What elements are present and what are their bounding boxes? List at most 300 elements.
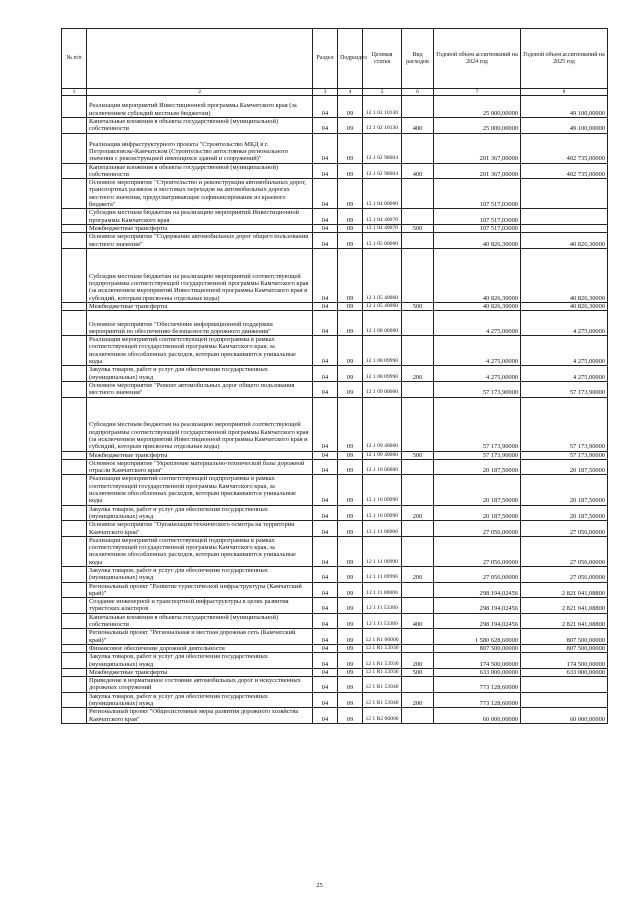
row-amount-2025: 40 826,30000	[521, 248, 608, 302]
row-expense-type: 200	[402, 653, 434, 669]
row-subsection: 09	[338, 233, 363, 249]
row-expense-type: 400	[402, 118, 434, 134]
row-amount-2025	[521, 677, 608, 693]
row-number	[62, 692, 87, 708]
row-amount-2025: 4 275,00000	[521, 336, 608, 366]
row-number	[62, 397, 87, 451]
row-target-article: 12 1 09 40060	[363, 451, 402, 459]
table-row	[62, 668, 608, 676]
row-amount-2024: 107 517,03000	[434, 224, 521, 232]
header-amount-2025: Годовой объем ассигнований на 2025 год	[521, 29, 608, 89]
row-expense-type	[402, 677, 434, 693]
row-number	[62, 521, 87, 537]
table-row	[62, 381, 608, 397]
row-amount-2025: 20 187,50000	[521, 505, 608, 521]
row-amount-2024: 298 194,02456	[434, 582, 521, 598]
table-row	[62, 629, 608, 645]
row-amount-2025: 4 275,00000	[521, 311, 608, 336]
row-number	[62, 163, 87, 179]
row-expense-type	[402, 708, 434, 724]
table-row	[62, 451, 608, 459]
row-subsection: 09	[338, 366, 363, 382]
row-section: 04	[313, 233, 338, 249]
table-row	[62, 505, 608, 521]
row-amount-2025: 633 000,00000	[521, 668, 608, 676]
column-number: 8	[521, 89, 608, 96]
row-expense-type: 500	[402, 668, 434, 676]
row-amount-2024: 57 173,90000	[434, 451, 521, 459]
row-name: Региональный проект "Общесистемные меры развития дорожного хозяйства Камчатского края"	[87, 708, 313, 724]
row-expense-type	[402, 397, 434, 451]
row-amount-2025: 807 500,00000	[521, 629, 608, 645]
row-name: Основное мероприятие "Ремонт автомобильных дорог общего пользования местного значения"	[87, 381, 313, 397]
row-target-article: 12 1 05 00000	[363, 233, 402, 249]
row-expense-type: 400	[402, 613, 434, 629]
row-number	[62, 582, 87, 598]
row-number	[62, 451, 87, 459]
row-expense-type: 200	[402, 366, 434, 382]
row-name: Основное мероприятие "Содержание автомобильных дорог общего пользования местного значения"	[87, 233, 313, 249]
row-amount-2025: 49 100,00000	[521, 118, 608, 134]
row-name: Реализация инфраструктурного проекта "Строительство МКД в г. Петропавловске-Камчатском (Строительство автостоянки регионального значения с реконструкцией имеющихся зданий и сооружений)"	[87, 133, 313, 163]
row-amount-2024: 20 187,50000	[434, 505, 521, 521]
row-amount-2024: 20 187,50000	[434, 475, 521, 505]
row-target-article: 12 1 09 00000	[363, 381, 402, 397]
row-target-article: 12 1 02 10130	[363, 118, 402, 134]
row-expense-type: 200	[402, 692, 434, 708]
row-number	[62, 613, 87, 629]
row-section: 04	[313, 459, 338, 475]
row-amount-2025: 2 821 041,08800	[521, 598, 608, 614]
budget-table-sheet	[61, 28, 607, 724]
row-subsection: 09	[338, 708, 363, 724]
row-number	[62, 475, 87, 505]
row-name: Закупка товаров, работ и услуг для обеспечения государственных (муниципальных) нужд	[87, 566, 313, 582]
row-section: 04	[313, 668, 338, 676]
row-name: Капитальные вложения в объекты государственной (муниципальной) собственности	[87, 613, 313, 629]
row-target-article: 12 1 R1 53940	[363, 677, 402, 693]
row-number	[62, 708, 87, 724]
table-row	[62, 536, 608, 566]
table-row	[62, 677, 608, 693]
row-subsection: 09	[338, 96, 363, 118]
row-amount-2025: 49 100,00000	[521, 96, 608, 118]
table-row	[62, 302, 608, 310]
table-row	[62, 233, 608, 249]
row-number	[62, 302, 87, 310]
table-row	[62, 521, 608, 537]
row-amount-2025: 57 173,90000	[521, 381, 608, 397]
row-amount-2024: 807 500,00000	[434, 644, 521, 652]
row-subsection: 09	[338, 644, 363, 652]
row-number	[62, 179, 87, 209]
row-amount-2024: 298 194,02456	[434, 598, 521, 614]
row-number	[62, 677, 87, 693]
row-amount-2025	[521, 224, 608, 232]
row-name: Капитальные вложения в объекты государственной (муниципальной) собственности	[87, 163, 313, 179]
row-name: Финансовое обеспечение дорожной деятельности	[87, 644, 313, 652]
table-row	[62, 209, 608, 225]
row-name: Субсидии местным бюджетам на реализацию мероприятий соответствующей подпрограммы соответствующей государственной программы Камчатского края (за исключением мероприятий Инвестиционной программы Камчатского края и субсидий, которым присвоены отдельные коды)	[87, 397, 313, 451]
table-row	[62, 644, 608, 652]
row-name: Закупка товаров, работ и услуг для обеспечения государственных (муниципальных) нужд	[87, 692, 313, 708]
row-number	[62, 311, 87, 336]
row-target-article: 12 1 11 09990	[363, 566, 402, 582]
row-amount-2024: 40 826,30000	[434, 302, 521, 310]
row-name: Закупка товаров, работ и услуг для обеспечения государственных (муниципальных) нужд	[87, 653, 313, 669]
row-target-article: 12 1 R1 53930	[363, 644, 402, 652]
row-number	[62, 209, 87, 225]
table-row	[62, 96, 608, 118]
row-amount-2025: 174 500,00000	[521, 653, 608, 669]
row-expense-type	[402, 248, 434, 302]
row-name: Основное мероприятие "Обеспечение информационной поддержки мероприятий по обеспечению безопасности дорожного движения"	[87, 311, 313, 336]
header-number: № п/п	[62, 29, 87, 89]
table-row	[62, 566, 608, 582]
row-section: 04	[313, 118, 338, 134]
row-expense-type	[402, 209, 434, 225]
row-name: Субсидии местным бюджетам на реализацию мероприятий Инвестиционной программы Камчатского края	[87, 209, 313, 225]
row-subsection: 09	[338, 209, 363, 225]
row-section: 04	[313, 397, 338, 451]
column-number: 4	[338, 89, 363, 96]
row-amount-2025: 402 735,00000	[521, 133, 608, 163]
row-subsection: 09	[338, 118, 363, 134]
row-amount-2024: 25 000,00000	[434, 118, 521, 134]
column-number: 6	[402, 89, 434, 96]
row-section: 04	[313, 381, 338, 397]
row-number	[62, 566, 87, 582]
row-section: 04	[313, 536, 338, 566]
row-amount-2025: 4 275,00000	[521, 366, 608, 382]
row-expense-type	[402, 598, 434, 614]
column-number: 5	[363, 89, 402, 96]
row-number	[62, 133, 87, 163]
budget-table	[61, 28, 608, 724]
row-amount-2024: 773 128,60000	[434, 692, 521, 708]
row-amount-2025: 57 173,90000	[521, 451, 608, 459]
row-expense-type: 200	[402, 505, 434, 521]
table-row	[62, 224, 608, 232]
header-amount-2024: Годовой объем ассигнований на 2024 год	[434, 29, 521, 89]
row-name: Реализация мероприятий соответствующей подпрограммы в рамках соответствующей государственной программы Камчатского края, за исключением обособленных расходов, которым присваиваются уникальные коды	[87, 536, 313, 566]
row-name: Создание инженерной и транспортной инфраструктуры в целях развития туристских кластеров	[87, 598, 313, 614]
row-section: 04	[313, 209, 338, 225]
row-subsection: 09	[338, 505, 363, 521]
row-target-article: 12 1 05 40060	[363, 302, 402, 310]
row-target-article: 12 1 J1 53380	[363, 613, 402, 629]
row-amount-2024: 174 500,00000	[434, 653, 521, 669]
row-subsection: 09	[338, 692, 363, 708]
row-amount-2024: 20 187,50000	[434, 459, 521, 475]
row-section: 04	[313, 582, 338, 598]
row-number	[62, 336, 87, 366]
row-target-article: 12 1 R1 53930	[363, 668, 402, 676]
row-section: 04	[313, 598, 338, 614]
row-subsection: 09	[338, 248, 363, 302]
row-section: 04	[313, 653, 338, 669]
row-amount-2025	[521, 179, 608, 209]
row-subsection: 09	[338, 224, 363, 232]
table-row	[62, 598, 608, 614]
page-number: 25	[316, 882, 323, 889]
table-row	[62, 582, 608, 598]
row-expense-type	[402, 629, 434, 645]
row-section: 04	[313, 133, 338, 163]
row-section: 04	[313, 224, 338, 232]
column-number: 1	[62, 89, 87, 96]
row-amount-2024: 57 173,90000	[434, 397, 521, 451]
row-name: Закупка товаров, работ и услуг для обеспечения государственных (муниципальных) нужд	[87, 505, 313, 521]
table-row	[62, 133, 608, 163]
row-amount-2025	[521, 692, 608, 708]
row-target-article: 12 1 R2 00000	[363, 708, 402, 724]
row-amount-2024: 201 367,00000	[434, 163, 521, 179]
row-target-article: 12 1 J1 00000	[363, 582, 402, 598]
row-target-article: 12 1 11 00000	[363, 521, 402, 537]
row-expense-type: 500	[402, 224, 434, 232]
row-number	[62, 536, 87, 566]
row-amount-2025: 60 000,00000	[521, 708, 608, 724]
row-number	[62, 644, 87, 652]
row-amount-2025: 27 056,00000	[521, 521, 608, 537]
row-name: Межбюджетные трансферты	[87, 668, 313, 676]
row-subsection: 09	[338, 163, 363, 179]
row-amount-2025: 27 056,00000	[521, 566, 608, 582]
row-name: Приведение в нормативное состояние автомобильных дорог и искусственных дорожных сооружений	[87, 677, 313, 693]
row-subsection: 09	[338, 613, 363, 629]
row-number	[62, 248, 87, 302]
row-expense-type: 200	[402, 566, 434, 582]
row-target-article: 12 1 08 09990	[363, 336, 402, 366]
row-amount-2024: 107 517,03000	[434, 179, 521, 209]
table-row	[62, 708, 608, 724]
row-number	[62, 381, 87, 397]
row-subsection: 09	[338, 629, 363, 645]
row-amount-2024: 27 056,00000	[434, 536, 521, 566]
row-number	[62, 629, 87, 645]
row-name: Основное мероприятие "Строительство и реконструкция автомобильных дорог, транспортных развязок и мостовых переходов на автомобильных дорогах местного значения, предусматривающие софинансирование из краевого бюджета"	[87, 179, 313, 209]
row-target-article: 12 1 08 00000	[363, 311, 402, 336]
row-section: 04	[313, 163, 338, 179]
row-target-article: 12 1 10 09990	[363, 475, 402, 505]
table-row	[62, 163, 608, 179]
header-section: Раздел	[313, 29, 338, 89]
row-expense-type	[402, 133, 434, 163]
table-row	[62, 613, 608, 629]
row-subsection: 09	[338, 536, 363, 566]
row-amount-2025: 402 735,00000	[521, 163, 608, 179]
row-expense-type	[402, 311, 434, 336]
row-section: 04	[313, 451, 338, 459]
row-amount-2025: 40 826,30000	[521, 302, 608, 310]
row-section: 04	[313, 336, 338, 366]
row-target-article: 12 1 R1 53940	[363, 692, 402, 708]
table-row	[62, 248, 608, 302]
row-expense-type: 400	[402, 163, 434, 179]
row-name: Межбюджетные трансферты	[87, 302, 313, 310]
row-subsection: 09	[338, 677, 363, 693]
row-subsection: 09	[338, 582, 363, 598]
row-target-article: 12 1 04 40070	[363, 224, 402, 232]
row-target-article: 12 1 02 98004	[363, 163, 402, 179]
row-expense-type	[402, 179, 434, 209]
row-target-article: 12 1 02 98004	[363, 133, 402, 163]
column-number-row	[62, 89, 608, 96]
row-name: Межбюджетные трансферты	[87, 451, 313, 459]
row-section: 04	[313, 248, 338, 302]
row-amount-2024: 633 000,00000	[434, 668, 521, 676]
row-expense-type	[402, 521, 434, 537]
row-amount-2024: 4 275,00000	[434, 366, 521, 382]
row-amount-2024: 298 194,02456	[434, 613, 521, 629]
row-subsection: 09	[338, 566, 363, 582]
row-expense-type	[402, 459, 434, 475]
row-expense-type	[402, 536, 434, 566]
row-name: Закупка товаров, работ и услуг для обеспечения государственных (муниципальных) нужд	[87, 366, 313, 382]
table-row	[62, 179, 608, 209]
row-target-article: 12 1 11 09990	[363, 536, 402, 566]
row-amount-2024: 1 580 628,60000	[434, 629, 521, 645]
row-section: 04	[313, 475, 338, 505]
row-number	[62, 233, 87, 249]
row-amount-2024: 4 275,00000	[434, 311, 521, 336]
row-number	[62, 653, 87, 669]
row-amount-2025: 20 187,50000	[521, 475, 608, 505]
table-row	[62, 397, 608, 451]
row-target-article: 12 1 R1 00000	[363, 629, 402, 645]
row-number	[62, 366, 87, 382]
row-number	[62, 598, 87, 614]
row-amount-2024: 60 000,00000	[434, 708, 521, 724]
row-name: Межбюджетные трансферты	[87, 224, 313, 232]
row-amount-2025: 2 821 041,08800	[521, 613, 608, 629]
row-expense-type	[402, 336, 434, 366]
row-amount-2024: 107 517,03000	[434, 209, 521, 225]
row-expense-type: 500	[402, 302, 434, 310]
row-expense-type	[402, 582, 434, 598]
row-expense-type	[402, 96, 434, 118]
row-section: 04	[313, 629, 338, 645]
header-subsection: Подраздел	[338, 29, 363, 89]
row-subsection: 09	[338, 133, 363, 163]
table-row	[62, 118, 608, 134]
row-name: Субсидии местным бюджетам на реализацию мероприятий соответствующей подпрограммы соответствующей государственной программы Камчатского края (за исключением мероприятий Инвестиционной программы Камчатского края и субсидий, которым присвоены отдельные коды)	[87, 248, 313, 302]
row-number	[62, 668, 87, 676]
row-amount-2024: 40 826,30000	[434, 233, 521, 249]
row-subsection: 09	[338, 179, 363, 209]
table-row	[62, 475, 608, 505]
row-subsection: 09	[338, 521, 363, 537]
row-number	[62, 459, 87, 475]
row-section: 04	[313, 96, 338, 118]
row-number	[62, 118, 87, 134]
row-section: 04	[313, 521, 338, 537]
row-expense-type	[402, 381, 434, 397]
row-subsection: 09	[338, 311, 363, 336]
row-amount-2024: 4 275,00000	[434, 336, 521, 366]
row-amount-2025: 2 821 041,08800	[521, 582, 608, 598]
row-subsection: 09	[338, 475, 363, 505]
row-expense-type	[402, 475, 434, 505]
row-expense-type	[402, 233, 434, 249]
row-section: 04	[313, 311, 338, 336]
row-name: Основное мероприятие "Организация технического осмотра на территории Камчатского края"	[87, 521, 313, 537]
table-row	[62, 311, 608, 336]
row-subsection: 09	[338, 302, 363, 310]
row-expense-type	[402, 644, 434, 652]
row-target-article: 12 1 R1 53930	[363, 653, 402, 669]
row-target-article: 12 1 05 40060	[363, 248, 402, 302]
row-subsection: 09	[338, 598, 363, 614]
row-number	[62, 96, 87, 118]
header-target-article: Целевая статья	[363, 29, 402, 89]
row-number	[62, 224, 87, 232]
row-subsection: 09	[338, 668, 363, 676]
row-amount-2025: 57 173,90000	[521, 397, 608, 451]
table-row	[62, 459, 608, 475]
row-amount-2024: 27 056,00000	[434, 566, 521, 582]
row-section: 04	[313, 677, 338, 693]
row-section: 04	[313, 505, 338, 521]
row-section: 04	[313, 366, 338, 382]
row-section: 04	[313, 692, 338, 708]
row-name: Основное мероприятие "Укрепление материально-технической базы дорожной отрасли Камчатского края"	[87, 459, 313, 475]
row-name: Реализация мероприятий соответствующей подпрограммы в рамках соответствующей государственной программы Камчатского края, за исключением обособленных расходов, которым присваиваются уникальные коды	[87, 336, 313, 366]
header-expense-type: Вид расходов	[402, 29, 434, 89]
row-target-article: 12 1 10 00000	[363, 459, 402, 475]
row-subsection: 09	[338, 381, 363, 397]
row-amount-2025: 27 056,00000	[521, 536, 608, 566]
row-section: 04	[313, 179, 338, 209]
row-name: Реализация мероприятий соответствующей подпрограммы в рамках соответствующей государственной программы Камчатского края, за исключением обособленных расходов, которым присваиваются уникальные коды	[87, 475, 313, 505]
row-target-article: 12 1 J1 53380	[363, 598, 402, 614]
row-subsection: 09	[338, 451, 363, 459]
row-section: 04	[313, 302, 338, 310]
row-target-article: 12 1 02 10130	[363, 96, 402, 118]
row-amount-2024: 57 173,90000	[434, 381, 521, 397]
table-row	[62, 366, 608, 382]
row-amount-2024: 201 367,00000	[434, 133, 521, 163]
row-target-article: 12 1 04 00000	[363, 179, 402, 209]
row-name: Региональный проект "Региональная и местная дорожная сеть (Камчатский край)"	[87, 629, 313, 645]
column-number: 3	[313, 89, 338, 96]
row-target-article: 12 1 08 09990	[363, 366, 402, 382]
row-target-article: 12 1 09 40060	[363, 397, 402, 451]
row-subsection: 09	[338, 459, 363, 475]
table-row	[62, 653, 608, 669]
table-body	[62, 96, 608, 724]
row-name: Реализация мероприятий Инвестиционной программы Камчатского края (за исключением субсидий местным бюджетам)	[87, 96, 313, 118]
table-header-row	[62, 29, 608, 89]
row-section: 04	[313, 613, 338, 629]
row-subsection: 09	[338, 397, 363, 451]
row-subsection: 09	[338, 653, 363, 669]
header-name	[87, 29, 313, 89]
row-amount-2025: 20 187,50000	[521, 459, 608, 475]
row-target-article: 12 1 10 09990	[363, 505, 402, 521]
row-amount-2024: 27 056,00000	[434, 521, 521, 537]
row-number	[62, 505, 87, 521]
table-row	[62, 692, 608, 708]
column-number: 2	[87, 89, 313, 96]
row-amount-2024: 773 128,60000	[434, 677, 521, 693]
row-section: 04	[313, 566, 338, 582]
row-target-article: 12 1 04 40070	[363, 209, 402, 225]
table-row	[62, 336, 608, 366]
row-name: Капитальные вложения в объекты государственной (муниципальной) собственности	[87, 118, 313, 134]
row-amount-2025: 807 500,00000	[521, 644, 608, 652]
